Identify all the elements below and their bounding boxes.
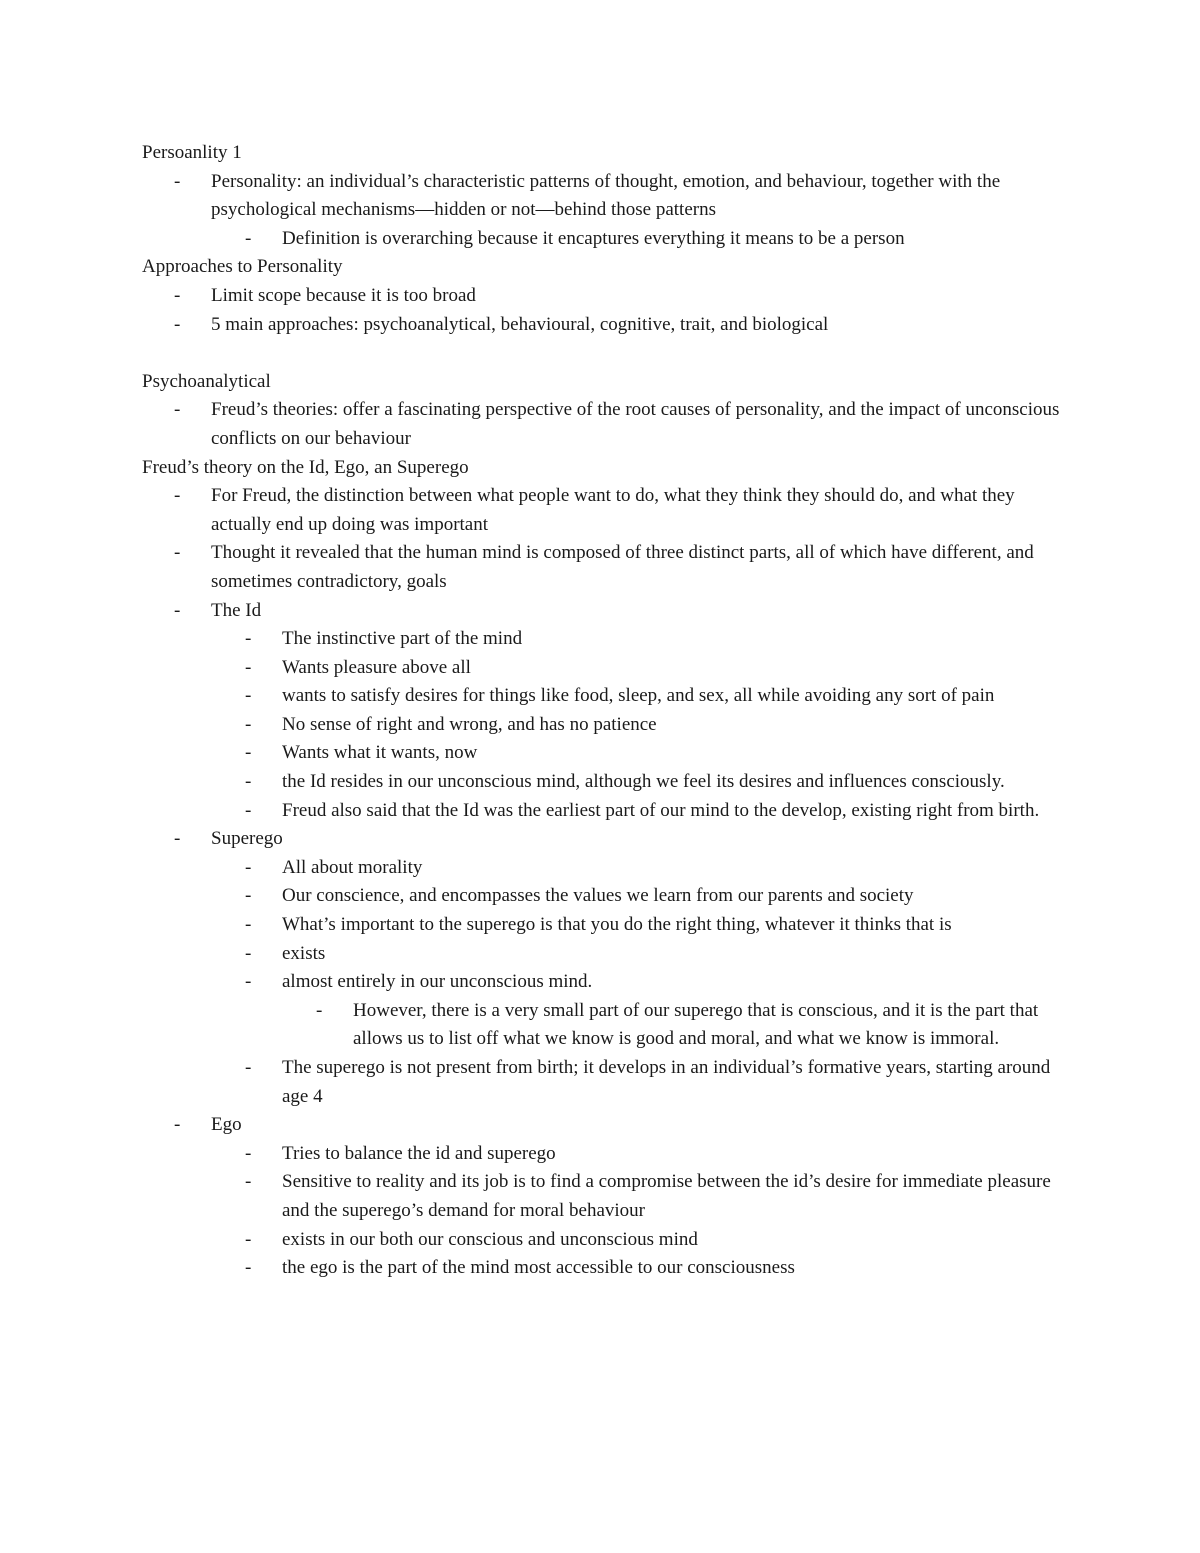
bullet-item <box>0 854 1200 883</box>
blank-line <box>0 339 1200 368</box>
bullet-item <box>0 1226 1200 1255</box>
bullet-dash: - <box>316 999 323 1021</box>
bullet-dash: - <box>174 170 181 192</box>
item-text: the ego is the part of the mind most accessible to our consciousness <box>282 1257 795 1279</box>
heading-text: Persoanlity 1 <box>142 142 242 163</box>
section-heading <box>0 368 1200 397</box>
item-text: Our conscience, and encompasses the values we learn from our parents and society <box>282 885 914 907</box>
bullet-item <box>0 282 1200 311</box>
bullet-item <box>0 1140 1200 1169</box>
item-text: Wants what it wants, now <box>282 742 478 764</box>
bullet-item <box>0 882 1200 911</box>
item-text: exists in our both our conscious and unconscious mind <box>282 1228 698 1250</box>
bullet-dash: - <box>245 742 252 764</box>
bullet-item <box>0 797 1200 826</box>
heading-text: Psychoanalytical <box>142 370 271 392</box>
bullet-item <box>0 539 1200 596</box>
item-text: Sensitive to reality and its job is to find a compromise between the id’s desire for immediate pleasure and the superego’s demand for moral behaviour <box>282 1171 1051 1221</box>
bullet-dash: - <box>174 313 181 335</box>
section-heading <box>0 454 1200 483</box>
item-text: Thought it revealed that the human mind is composed of three distinct parts, all of which have different, and sometimes contradictory, goals <box>211 542 1034 592</box>
bullet-item <box>0 711 1200 740</box>
bullet-item <box>0 739 1200 768</box>
item-text: wants to satisfy desires for things like food, sleep, and sex, all while avoiding any sort of pain <box>282 685 995 707</box>
bullet-dash: - <box>174 828 181 850</box>
bullet-dash: - <box>174 599 181 621</box>
bullet-item <box>0 225 1200 254</box>
bullet-dash: - <box>245 656 252 678</box>
bullet-dash: - <box>245 1171 252 1193</box>
bullet-dash: - <box>245 771 252 793</box>
item-text: The superego is not present from birth; it develops in an individual’s formative years, starting around age 4 <box>282 1057 1051 1107</box>
item-text: Freud’s theories: offer a fascinating perspective of the root causes of personality, and the impact of unconscious conflicts on our behaviour <box>211 399 1060 449</box>
bullet-item <box>0 968 1200 997</box>
bullet-dash: - <box>245 1057 252 1078</box>
bullet-item <box>0 940 1200 969</box>
bullet-item <box>0 311 1200 340</box>
bullet-dash: - <box>245 971 252 993</box>
bullet-dash: - <box>174 284 181 306</box>
item-text: Wants pleasure above all <box>282 656 471 678</box>
item-text: almost entirely in our unconscious mind. <box>282 971 593 993</box>
bullet-dash: - <box>245 227 252 249</box>
item-text: the Id resides in our unconscious mind, although we feel its desires and influences consciously. <box>282 771 1005 793</box>
bullet-item <box>0 625 1200 654</box>
bullet-item <box>0 1054 1200 1111</box>
bullet-dash: - <box>245 914 252 936</box>
item-text: Limit scope because it is too broad <box>211 284 476 306</box>
document-body <box>0 139 1200 1283</box>
bullet-dash: - <box>245 1228 252 1250</box>
item-text: Definition is overarching because it encaptures everything it means to be a person <box>282 227 905 249</box>
bullet-item <box>0 654 1200 683</box>
item-text: Personality: an individual’s characteristic patterns of thought, emotion, and behaviour, together with the psychological mechanisms—hidden or not—behind those patterns <box>211 170 1001 221</box>
item-text: For Freud, the distinction between what people want to do, what they think they should do, and what they actually end up doing was important <box>211 485 1015 535</box>
item-text: Freud also said that the Id was the earliest part of our mind to the develop, existing right from birth. <box>282 799 1040 821</box>
bullet-dash: - <box>245 1142 252 1164</box>
item-text: All about morality <box>282 856 423 878</box>
bullet-item <box>0 1168 1200 1225</box>
section-heading <box>0 253 1200 282</box>
item-text: Superego <box>211 828 283 850</box>
item-text: The instinctive part of the mind <box>282 628 523 650</box>
bullet-dash: - <box>245 685 252 707</box>
bullet-dash: - <box>245 885 252 907</box>
item-text: However, there is a very small part of our superego that is conscious, and it is the part that allows us to list off what we know is good and moral, and what we know is immoral. <box>353 999 1039 1050</box>
heading-text: Freud’s theory on the Id, Ego, an Superego <box>142 456 469 478</box>
bullet-dash: - <box>245 713 252 735</box>
item-text: exists <box>282 942 326 964</box>
bullet-item <box>0 682 1200 711</box>
bullet-dash: - <box>174 1114 181 1136</box>
bullet-item <box>0 1254 1200 1283</box>
bullet-item <box>0 825 1200 854</box>
bullet-dash: - <box>174 485 181 507</box>
item-text: Ego <box>211 1114 242 1136</box>
bullet-item <box>0 396 1200 453</box>
item-text: Tries to balance the id and superego <box>282 1142 556 1164</box>
bullet-item <box>0 997 1200 1054</box>
item-text: No sense of right and wrong, and has no patience <box>282 713 657 735</box>
item-text: What’s important to the superego is that you do the right thing, whatever it thinks that is <box>282 914 952 936</box>
bullet-item <box>0 911 1200 940</box>
bullet-dash: - <box>174 399 181 421</box>
item-text: 5 main approaches: psychoanalytical, behavioural, cognitive, trait, and biological <box>211 313 829 335</box>
bullet-dash: - <box>174 542 181 564</box>
bullet-dash: - <box>245 942 252 964</box>
bullet-item <box>0 768 1200 797</box>
bullet-item <box>0 1111 1200 1140</box>
bullet-dash: - <box>245 856 252 878</box>
bullet-item <box>0 482 1200 539</box>
bullet-item <box>0 168 1200 225</box>
section-heading <box>0 139 1200 168</box>
bullet-item <box>0 597 1200 626</box>
item-text: The Id <box>211 599 262 621</box>
heading-text: Approaches to Personality <box>142 256 343 278</box>
bullet-dash: - <box>245 628 252 650</box>
bullet-dash: - <box>245 799 252 821</box>
bullet-dash: - <box>245 1257 252 1279</box>
